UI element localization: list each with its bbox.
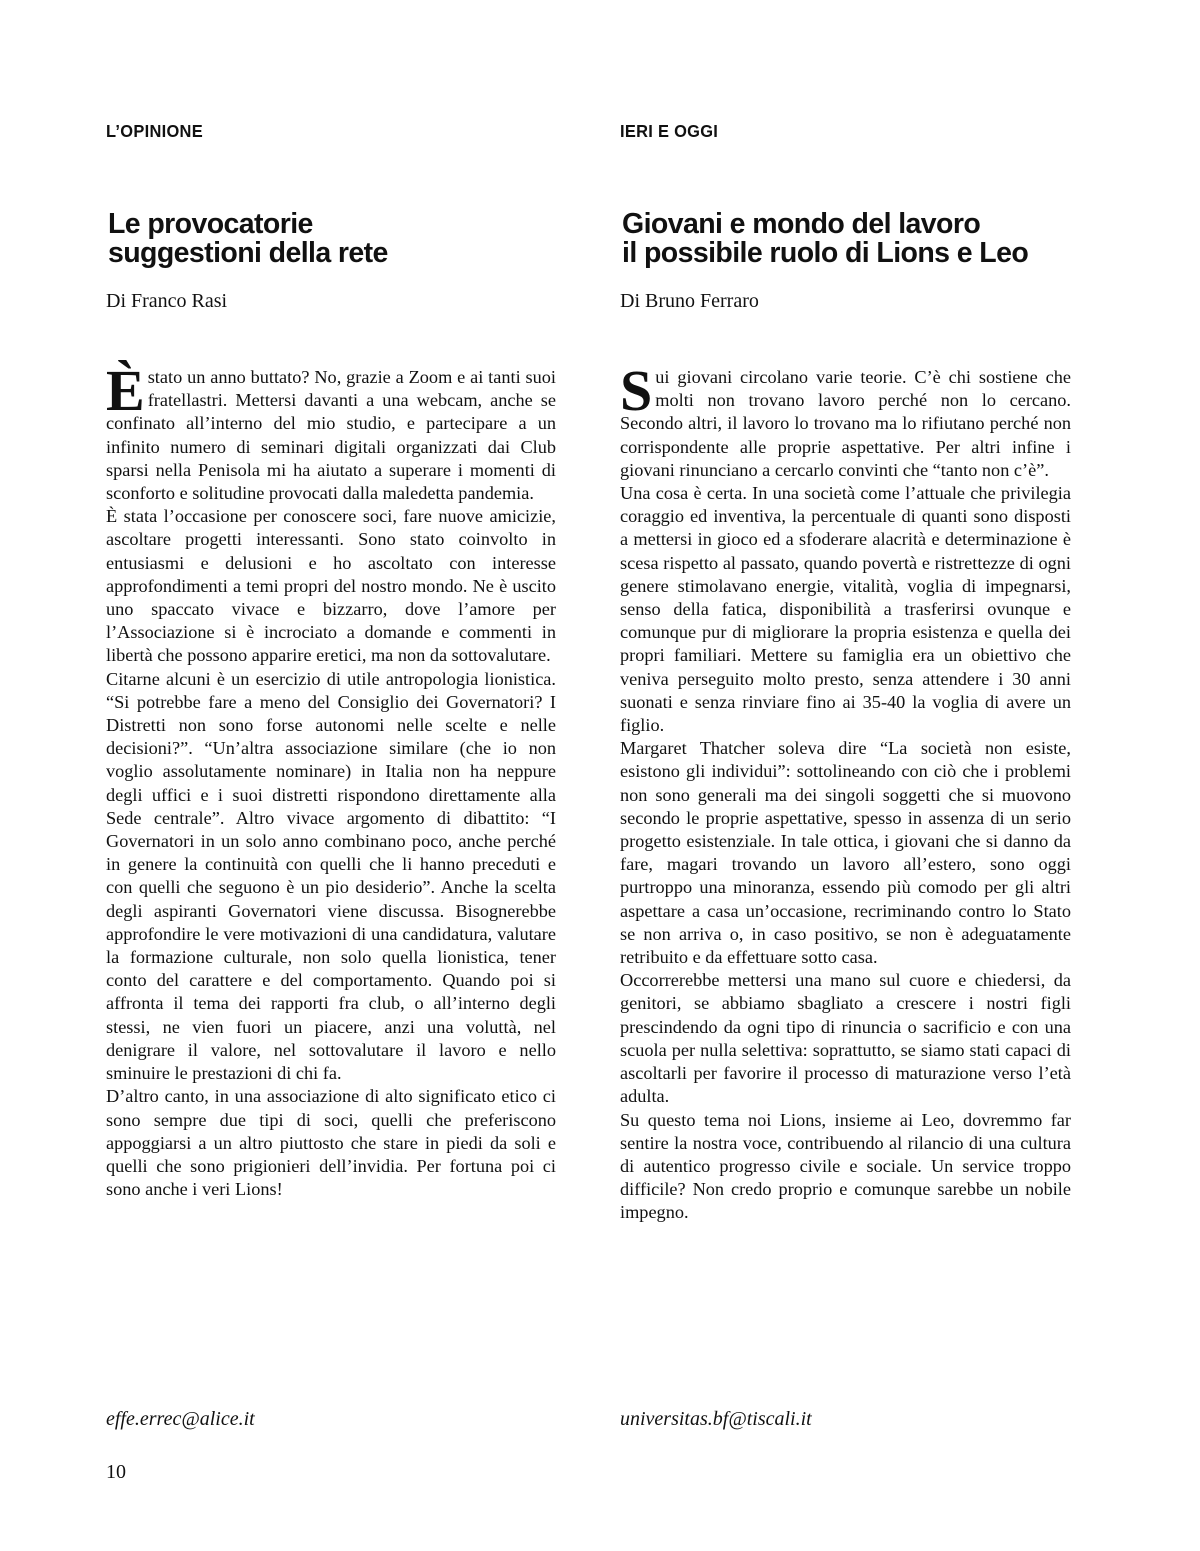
article-title-line: suggestioni della rete	[108, 237, 388, 269]
byline: Di Bruno Ferraro	[620, 290, 759, 312]
drop-cap: S	[620, 358, 653, 423]
paragraph: Una cosa è certa. In una società come l’attuale che privilegia coraggio ed inventiva, la percentuale di quanti sono disposti a mettersi in gioco ed a sfoderare alacrità e determinazione è scesa rispetto al passato, quando povertà e ristrettezze di ogni genere stimolavano energie, vitalità, voglia di impegnarsi, senso della fatica, disponibilità a trasferirsi ovunque e comunque pur di migliorare la propria esistenza e quella dei propri familiari. Mettere su famiglia era un obiettivo che veniva perseguito molto presto, senza attendere i 30 anni suonati e senza rinviare fino ai 35-40 la voglia di avere un figlio.	[620, 483, 1071, 736]
article-title-line: Giovani e mondo del lavoro	[622, 208, 981, 240]
article-body	[620, 358, 1071, 1225]
paragraph: È stata l’occasione per conoscere soci, fare nuove amicizie, ascoltare progetti interessanti. Sono stato coinvolto in entusiasmi e delusioni e ho ascoltato con interesse approfondimenti a temi propri del nostro mondo. Ne è uscito uno spaccato vivace e bizzarro, dove l’amore per l’Associazione si è incrociato a domande e commenti in libertà che possono apparire eretici, ma non da sottovalutare.	[106, 506, 556, 666]
paragraph: Citarne alcuni è un esercizio di utile antropologia lionistica. “Si potrebbe fare a meno del Consiglio dei Governatori? I Distretti non sono forse autonomi nelle scelte e nelle decisioni?”. “Un’altra associazione similare (che io non voglio assolutamente nominare) in Italia non ha neppure degli uffici e i suoi distretti rispondono direttamente alla Sede centrale”. Altro vivace argomento di dibattito: “I Governatori in un solo anno combinano poco, anche perché in genere la continuità con quelli che li hanno preceduti e con quelli che seguono è un pio desiderio”. Anche la scelta degli aspiranti Governatori viene discussa. Bisognerebbe approfondire le vere motivazioni di una candidatura, valutare la formazione culturale, non solo quella lionistica, tener conto del carattere e del comportamento. Quando poi si affronta il tema dei rapporti fra club, o all’interno degli stessi, ne vien fuori un piacere, anzi una voluttà, nel denigrare il valore, nel sottovalutare il lavoro e nello sminuire le prestazioni di chi fa.	[106, 668, 556, 1084]
paragraph: Su questo tema noi Lions, insieme ai Leo, dovremmo far sentire la nostra voce, contribuendo al rilancio di una cultura di autentico progresso civile e sociale. Un service troppo difficile? Non credo proprio e comunque sarebbe un nobile impegno.	[620, 1109, 1071, 1223]
drop-cap: È	[106, 358, 145, 423]
section-label: IERI E OGGI	[620, 121, 719, 141]
article-title-line: il possibile ruolo di Lions e Leo	[622, 237, 1029, 269]
paragraph: D’altro canto, in una associazione di alto significato etico ci sono sempre due tipi di soci, quelli che preferiscono appoggiarsi a un altro piuttosto che stare in piedi da soli e quelli che sono prigionieri dell’invidia. Per fortuna poi ci sono anche i veri Lions!	[106, 1086, 556, 1200]
paragraph-text: ui giovani circolano varie teorie. C’è chi sostiene che molti non trovano lavoro perché non lo cercano. Secondo altri, il lavoro lo trovano ma lo rifiutano perché non corrispondente alle proprie aspettative. Per altri infine i giovani rinunciano a cercarlo convinti che “tanto non c’è”.	[620, 367, 1071, 480]
paragraph: Occorrerebbe mettersi una mano sul cuore e chiedersi, da genitori, se abbiamo sbagliato a crescere i nostri figli prescindendo da ogni tipo di rinuncia o sacrificio e con una scuola per nulla selettiva: soprattutto, se siamo stati capaci di ascoltarli per favorire il processo di maturazione verso l’età adulta.	[620, 970, 1071, 1107]
page-number: 10	[106, 1461, 126, 1483]
author-email-link[interactable]: effe.errec@alice.it	[106, 1408, 255, 1430]
author-email-link[interactable]: universitas.bf@tiscali.it	[620, 1408, 812, 1430]
article-body	[106, 358, 556, 1201]
article-title	[108, 210, 388, 268]
article-title	[622, 210, 1028, 268]
paragraph: Margaret Thatcher soleva dire “La società non esiste, esistono gli individui”: sottolineando con ciò che i problemi non sono generali ma dei singoli soggetti che si muovono secondo le proprie aspettative, spesso in assenza di un serio progetto esistenziale. In tale ottica, i giovani che si danno da fare, magari trovando un lavoro all’estero, sono oggi purtroppo una minoranza, essendo più comodo per gli altri aspettare a casa un’occasione, recriminando contro lo Stato se non arriva o, in caso positivo, se non è adeguatamente retribuito e da effettuare sotto casa.	[620, 738, 1071, 968]
section-label: L’OPINIONE	[106, 121, 203, 141]
paragraph	[106, 358, 556, 505]
paragraph-text: stato un anno buttato? No, grazie a Zoom e ai tanti suoi fratellastri. Mettersi davanti a una webcam, anche se confinato all’interno del mio studio, e partecipare a un infinito numero di seminari digitali organizzati dai Club sparsi nella Penisola mi ha aiutato a superare i momenti di sconforto e solitudine provocati dalla maledetta pandemia.	[106, 367, 556, 504]
byline: Di Franco Rasi	[106, 290, 228, 312]
paragraph	[620, 358, 1071, 482]
article-title-line: Le provocatorie	[108, 208, 313, 240]
